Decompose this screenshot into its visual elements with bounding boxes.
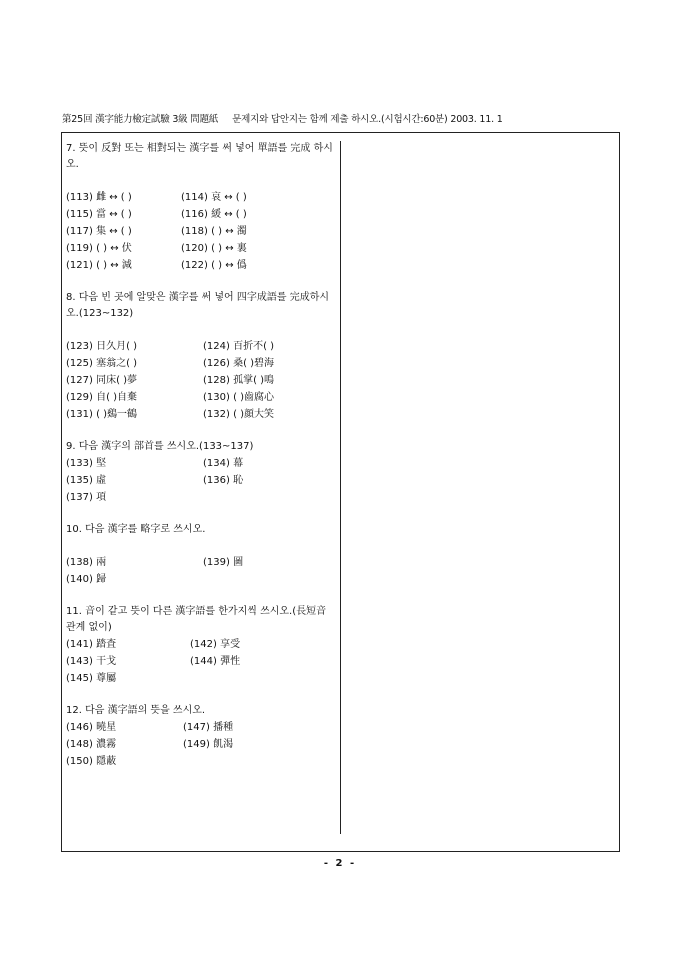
item-126: (126) 桑( )碧海 — [203, 357, 275, 369]
item-149: (149) 飢渴 — [183, 738, 234, 750]
page-number: - 2 - — [323, 858, 357, 869]
item-136: (136) 恥 — [203, 474, 244, 486]
list-item — [66, 719, 336, 736]
item-150: (150) 隱蔽 — [66, 755, 117, 767]
item-148: (148) 濃霧 — [66, 738, 117, 750]
list-item — [66, 240, 336, 257]
item-127: (127) 同床( )夢 — [66, 374, 138, 386]
list-item — [66, 653, 336, 670]
item-116: (116) 緩 ↔ ( ) — [181, 208, 247, 220]
exam-instruction: 문제지와 답안지는 함께 제출 하시오.(시험시간:60분) 2003. 11. 1 — [232, 114, 503, 125]
item-138: (138) 兩 — [66, 556, 107, 568]
question-7-title: 7. 뜻이 反對 또는 相對되는 漢字를 써 넣어 單語를 完成 하시오. — [66, 143, 333, 170]
item-115: (115) 當 ↔ ( ) — [66, 208, 132, 220]
item-128: (128) 孤掌( )鳴 — [203, 374, 275, 386]
item-147: (147) 播種 — [183, 721, 234, 733]
question-11 — [66, 604, 336, 687]
list-item — [66, 753, 336, 770]
list-item — [66, 670, 336, 687]
question-11-title: 11. 音이 같고 뜻이 다른 漢字語를 한가지씩 쓰시오.(長短音 관계 없이) — [66, 606, 327, 633]
item-129: (129) 自( )自棄 — [66, 391, 138, 403]
item-133: (133) 堅 — [66, 457, 107, 469]
item-142: (142) 享受 — [190, 638, 241, 650]
list-item — [66, 406, 336, 423]
item-122: (122) ( ) ↔ 僞 — [181, 259, 247, 271]
question-12-title: 12. 다음 漢字語의 뜻을 쓰시오. — [66, 705, 206, 716]
list-item — [66, 571, 336, 588]
question-9 — [66, 439, 336, 506]
item-141: (141) 踏査 — [66, 638, 117, 650]
list-item — [66, 338, 336, 355]
item-125: (125) 塞翁之( ) — [66, 357, 138, 369]
question-9-title: 9. 다음 漢字의 部首를 쓰시오.(133~137) — [66, 441, 254, 452]
list-item — [66, 389, 336, 406]
question-8-title: 8. 다음 빈 곳에 알맞은 漢字를 써 넣어 四字成語를 完成하시오.(123~132) — [66, 292, 330, 319]
list-item — [66, 736, 336, 753]
question-7 — [66, 141, 336, 274]
list-item — [66, 189, 336, 206]
exam-header — [62, 111, 622, 125]
item-144: (144) 彈性 — [190, 655, 241, 667]
item-123: (123) 日久月( ) — [66, 340, 138, 352]
item-132: (132) ( )顔大笑 — [203, 408, 275, 420]
item-120: (120) ( ) ↔ 裏 — [181, 242, 247, 254]
exam-title: 第25回 漢字能力檢定試驗 3級 問題紙 — [62, 114, 219, 125]
question-column — [66, 141, 336, 786]
list-item — [66, 489, 336, 506]
item-135: (135) 虛 — [66, 474, 107, 486]
item-113: (113) 雌 ↔ ( ) — [66, 191, 132, 203]
column-divider — [340, 141, 341, 834]
item-140: (140) 歸 — [66, 573, 107, 585]
list-item — [66, 372, 336, 389]
list-item — [66, 206, 336, 223]
list-item — [66, 455, 336, 472]
item-143: (143) 干戈 — [66, 655, 117, 667]
question-10 — [66, 522, 336, 588]
item-118: (118) ( ) ↔ 濁 — [181, 225, 247, 237]
question-8 — [66, 290, 336, 423]
item-124: (124) 百折不( ) — [203, 340, 275, 352]
question-10-title: 10. 다음 漢字를 略字로 쓰시오. — [66, 524, 206, 535]
list-item — [66, 472, 336, 489]
item-121: (121) ( ) ↔ 減 — [66, 259, 132, 271]
item-114: (114) 哀 ↔ ( ) — [181, 191, 247, 203]
list-item — [66, 554, 336, 571]
item-139: (139) 圖 — [203, 556, 244, 568]
item-119: (119) ( ) ↔ 伏 — [66, 242, 132, 254]
list-item — [66, 636, 336, 653]
item-146: (146) 曉星 — [66, 721, 117, 733]
list-item — [66, 355, 336, 372]
item-117: (117) 集 ↔ ( ) — [66, 225, 132, 237]
list-item — [66, 223, 336, 240]
item-130: (130) ( )齒腐心 — [203, 391, 275, 403]
list-item — [66, 257, 336, 274]
item-131: (131) ( )鷄一鶴 — [66, 408, 138, 420]
question-12 — [66, 703, 336, 770]
item-134: (134) 幕 — [203, 457, 244, 469]
item-137: (137) 項 — [66, 491, 107, 503]
item-145: (145) 尊屬 — [66, 672, 117, 684]
